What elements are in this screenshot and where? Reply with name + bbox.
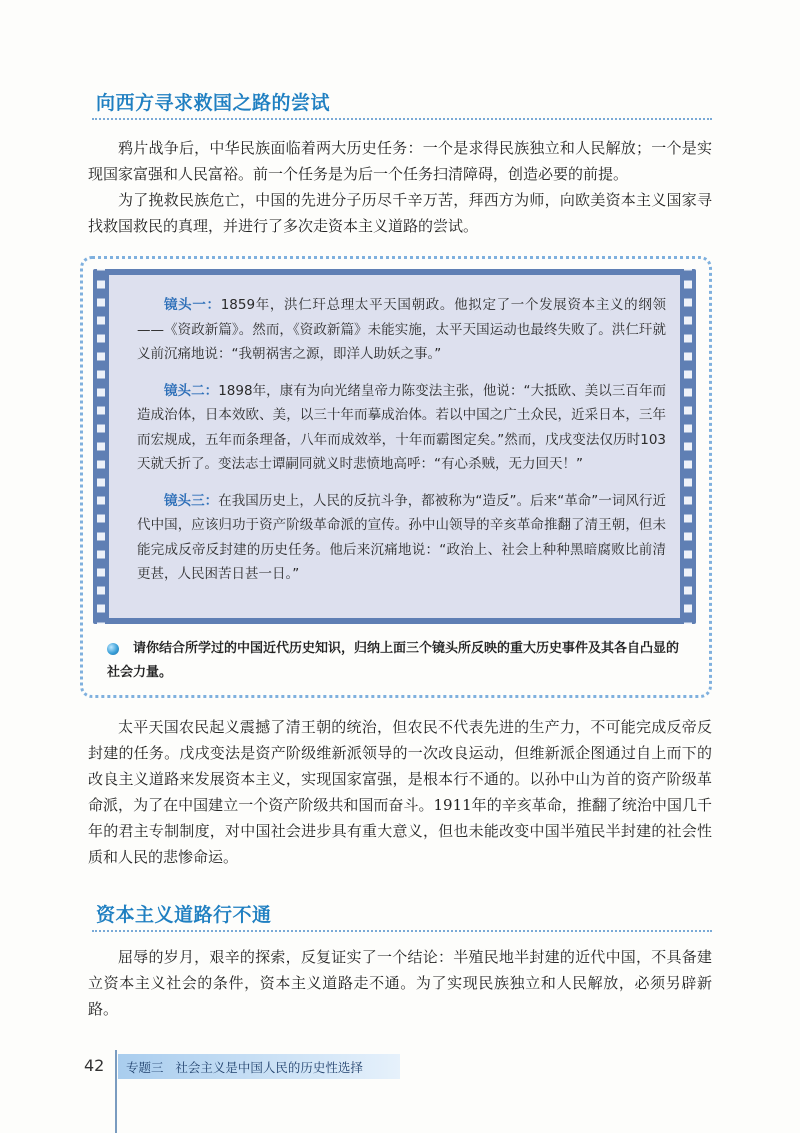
section-divider [92, 118, 712, 120]
paragraph-summary: 太平天国农民起义震撼了清王朝的统治，但农民不代表先进的生产力，不可能完成反帝反封建的任务。戊戌变法是资产阶级维新派领导的一次改良运动，但维新派企图通过自上而下的改良主义道路来发展资本主义，实现国家富强，是根本行不通的。以孙中山为首的资产阶级革命派，为了在中国建立一个资产阶级共和国而奋斗。1911年的辛亥革命，推翻了统治中国几千年的君主专制制度，对中国社会进步具有重大意义，但也未能改变中国半殖民半封建的社会性质和人民的悲惨命运。 [88, 718, 712, 866]
shot-one-text: 1859年，洪仁玕总理太平天国朝政。他拟定了一个发展资本主义的纲领——《资政新篇》。然而，《资政新篇》未能实施，太平天国运动也最终失败了。洪仁玕就义前沉痛地说：“我朝祸害之源，即洋人助妖之事。” [137, 297, 667, 362]
shot-two-label: 镜头二： [164, 382, 219, 399]
film-callout-box [80, 256, 712, 698]
paragraph-western-learning: 为了挽救民族危亡，中国的先进分子历尽千辛万苦，拜西方为师，向欧美资本主义国家寻找救国救民的真理，并进行了多次走资本主义道路的尝试。 [88, 191, 712, 235]
shot-one-label: 镜头一： [164, 297, 221, 313]
section-divider-2 [92, 930, 712, 932]
shot-two-text: 1898年，康有为向光绪皇帝力陈变法主张，他说：“大抵欧、美以三百年而造成治体，日本效欧、美，以三十年而摹成治体。若以中国之广土众民，近采日本，三年而宏规成，五年而条理备，八年而成效举，十年而霸图定矣。”然而，戊戌变法仅历时103天就夭折了。变法志士谭嗣同就义时悲愤地高呼：“有心杀贼，无力回天！” [137, 382, 666, 472]
footer-chapter-title: 专题三 社会主义是中国人民的历史性选择 [126, 1060, 363, 1075]
shot-three-text: 在我国历史上，人民的反抗斗争，都被称为“造反”。后来“革命”一词风行近代中国，应该归功于资产阶级革命派的宣传。孙中山领导的辛亥革命推翻了清王朝，但未能完成反帝反封建的历史任务。他后来沉痛地说：“政治上、社会上种种黑暗腐败比前清更甚，人民困苦日甚一日。” [137, 492, 667, 582]
film-strip [93, 269, 696, 624]
shot-one [137, 293, 666, 367]
section-title-capitalism-fails: 资本主义道路行不通 [96, 904, 272, 926]
film-sprocket-left [95, 269, 107, 624]
film-panel [109, 275, 680, 618]
footer-rule [115, 1050, 117, 1133]
page-number: 42 [84, 1056, 105, 1075]
paragraph-conclusion: 屈辱的岁月，艰辛的探索，反复证实了一个结论：半殖民地半封建的近代中国，不具备建立资本主义社会的条件，资本主义道路走不通。为了实现民族独立和人民解放，必须另辟新路。 [88, 948, 712, 1018]
shot-three [137, 489, 666, 587]
shot-three-label: 镜头三： [164, 492, 219, 509]
film-sprocket-right [682, 269, 694, 624]
shot-two [137, 379, 666, 477]
discussion-question: 请你结合所学过的中国近代历史知识，归纳上面三个镜头所反映的重大历史事件及其各自凸显的社会力量。 [107, 641, 680, 680]
section-title-western-path: 向西方寻求救国之路的尝试 [96, 92, 331, 114]
paragraph-two-tasks: 鸦片战争后，中华民族面临着两大历史任务：一个是求得民族独立和人民解放；一个是实现国家富强和人民富裕。前一个任务是为后一个任务扫清障碍，创造必要的前提。 [88, 139, 712, 183]
